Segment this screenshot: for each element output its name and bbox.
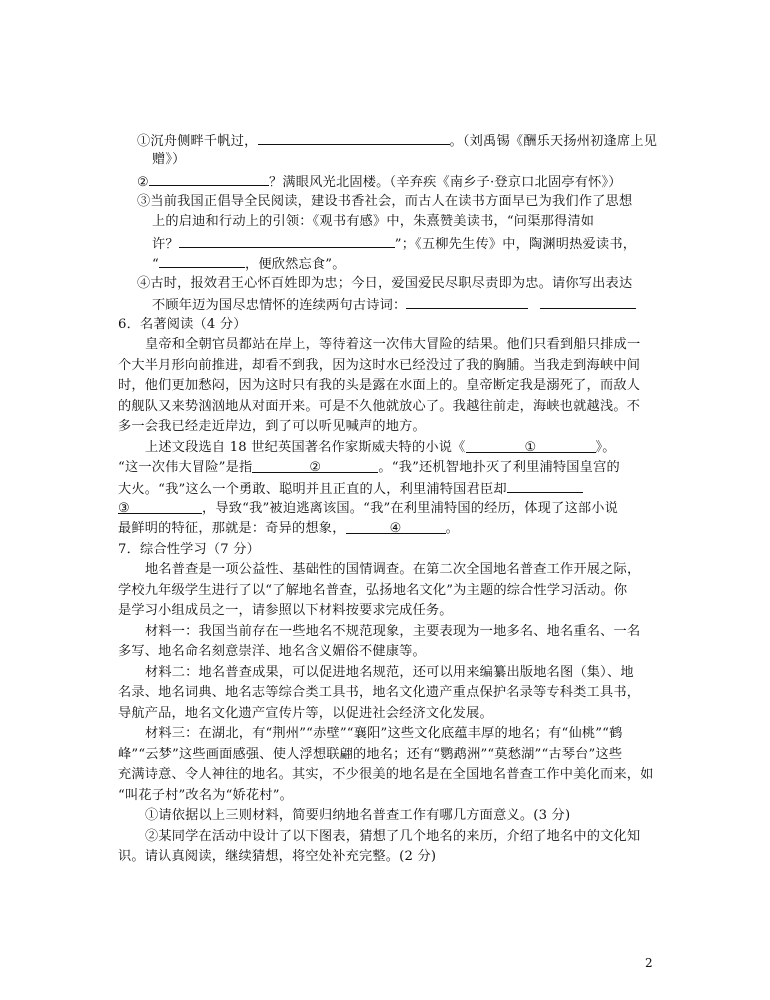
q6-question-line-4 [118,499,618,519]
q5-item4-text: ④古时，报效君王心怀百姓即为忠；今日，爱国爱民尽职尽责即为忠。请你写出表达 [137,276,633,291]
q6-question-text: 最鲜明的特征，那就是：奇异的想象， [118,521,346,536]
q5-item3-text-4: ”；《五柳先生传》中，陶渊明热爱读书， [394,237,637,252]
q5-line-8 [137,274,632,294]
q6-question-line-2 [118,458,620,478]
q7-task-1: ①请依据以上三则材料，简要归纳地名普查工作有哪几方面意义。(3 分) [145,808,571,823]
material-2-line: 材料二：地名普查成果，可以促进地名规范，还可以用来编纂出版地名图（集）、地 [145,665,634,680]
blank-marker-4: ④ [389,521,402,536]
q5-line-5 [152,212,594,232]
q7-intro-line: 学校九年级学生进行了以“了解地名普查，弘扬地名文化”为主题的综合性学习活动。你 [118,583,628,598]
q7-task-2: ②某同学在活动中设计了以下图表，猜想了几个地名的来历，介绍了地名中的文化知 [145,829,641,844]
q5-open-quote: “ [152,257,159,272]
q6-passage-line: 个大半月形向前推进，却看不到我，因为这时水已经没过了我的胸脯。当我走到海峡中间 [118,358,641,373]
answer-blank[interactable] [540,294,636,309]
q5-item1-source-end: 赠》） [152,152,186,167]
q6-passage-line: 的舰队又来势汹汹地从对面开来。可是不久他就放心了。我越往前走，海峡也就越浅。不 [118,399,641,414]
page-number: 2 [645,956,653,970]
q6-passage-line: 皇帝和全朝官员都站在岸上，等待着这一次伟大冒险的结果。他们只看到船只排成一 [145,337,641,352]
q6-question-text: 大火。“我”这么一个勇敢、聪明并且正直的人，利里浦特国君臣却 [118,482,507,497]
blank-marker-2: ② [309,460,322,475]
material-3-line: 峰”“云梦”这些画面感强、使人浮想联翩的地名；还有“鹦鹉洲”“莫愁湖”“古琴台”这些 [118,747,623,762]
q6-question-text: 上述文段选自 18 世纪英国著名作家斯威夫特的小说《 [145,440,466,455]
material-2-line: 名录、地名词典、地名志等综合类工具书，地名文化遗产重点保护名录等专科类工具书， [118,685,641,700]
material-3-line: “叫花子村”改名为“娇花村”。 [118,788,294,803]
q7-title: 7．综合性学习（7 分） [118,542,261,557]
material-1-line: 材料一：我国当前存在一些地名不规范现象，主要表现为一地多名、地名重名、一名 [145,624,641,639]
blank-marker-1: ① [524,440,537,455]
q6-question-line-3 [118,478,583,500]
q6-question-text-end: 》。 [595,440,616,455]
q7-task-2-cont: 识。请认真阅读，继续猜想，将空处补充完整。(2 分) [118,849,437,864]
material-3-line: 材料三：在湖北，有“荆州”“赤壁”“襄阳”这些文化底蕴丰厚的地名；有“仙桃”“鹤 [145,726,623,741]
q6-question-text: ，导致“我”被迫逃离该国。“我”在利里浦特国的经历，体现了这部小说 [202,501,619,516]
q5-item1-text: ①沉舟侧畔千帆过， [137,134,258,149]
q6-title: 6．名著阅读（4 分） [118,317,247,332]
material-3-line: 充满诗意、令人神往的地名。其实，不少很美的地名是在全国地名普查工作中美化而来，如 [118,767,654,782]
q6-question-text: “这一次伟大冒险”是指 [118,460,253,475]
q6-question-line-5 [118,519,459,539]
answer-blank[interactable] [159,253,245,268]
q5-item3-text-5: ，便欣然忘食”。 [244,257,346,272]
q5-item3-text-2: 上的启迪和行动上的引领：《观书有感》中，朱熹赞美读书，“问渠那得清如 [152,214,595,229]
answer-blank-2[interactable] [252,458,378,473]
q5-line-4 [137,192,632,212]
q5-line-6 [152,233,636,255]
answer-blank[interactable] [149,171,269,186]
q5-line-3 [137,171,622,193]
q5-item3-text: ③当前我国正倡导全民阅读，建设书香社会，而古人在读书方面早已为我们作了思想 [137,194,633,209]
q5-line-7 [152,253,346,275]
q6-question-text: 。“我”还机智地扑灭了利里浦特国皇宫的 [378,460,620,475]
q5-item2-text: ？满眼风光北固楼。（辛弃疾《南乡子·登京口北固亭有怀》） [269,175,622,190]
q5-item3-text-3: 许？ [152,237,179,252]
q7-intro-line: 地名普查是一项公益性、基础性的国情调查。在第二次全国地名普查工作开展之际， [145,562,641,577]
material-1-line: 多写、地名命名刻意崇洋、地名含义媚俗不健康等。 [118,644,426,659]
q6-question-text-end: 。 [445,521,459,536]
answer-blank-1[interactable] [466,438,596,453]
answer-blank[interactable] [179,233,395,248]
q7-intro-line: 是学习小组成员之一，请参照以下材料按要求完成任务。 [118,603,453,618]
blank-marker-3: ③ [118,501,131,516]
q5-line-2 [152,150,186,170]
q5-item4-prompt: 不顾年迈为国尽忠情怀的连续两句古诗词： [152,298,407,313]
q5-line-1 [137,130,657,152]
answer-blank-4[interactable] [346,519,446,534]
q5-item1-source: 。（刘禹锡《酬乐天扬州初逢席上见 [449,134,658,149]
answer-blank-3-start[interactable] [507,478,583,493]
material-2-line: 导航产品，地名文化遗产宣传片等，以促进社会经济文化发展。 [118,706,493,721]
answer-blank[interactable] [406,294,528,309]
q5-item2-number: ② [137,175,150,190]
q6-passage-line: 时，他们更加愁闷，因为这时只有我的头是露在水面上的。皇帝断定我是溺死了，而敌人 [118,378,641,393]
answer-blank-3[interactable] [118,499,202,514]
answer-blank[interactable] [258,130,450,145]
q6-passage-line: 多一会我已经走近岸边，到了可以听见喊声的地方。 [118,419,426,434]
q6-question-line-1 [145,438,616,458]
q5-line-9 [152,294,636,316]
